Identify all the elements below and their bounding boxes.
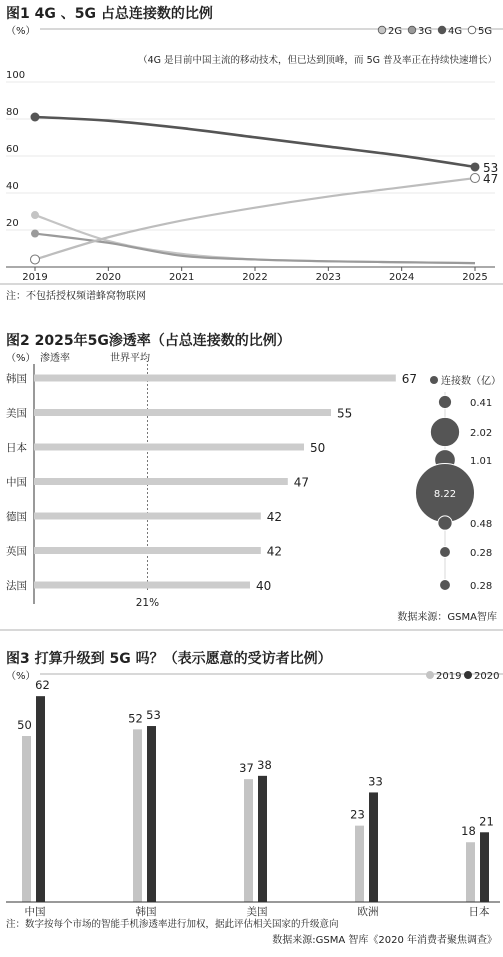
bar-category-label: 德国 — [6, 511, 27, 523]
series-line-4g — [35, 117, 475, 167]
connection-bubble — [440, 547, 451, 558]
bar-2019 — [355, 826, 364, 902]
legend-label-4g: 4G — [448, 26, 463, 37]
legend-label-2g: 2G — [388, 26, 403, 37]
category-label: 欧洲 — [357, 906, 379, 918]
end-label-5g: 47 — [483, 172, 499, 187]
bar-value-label: 55 — [337, 406, 353, 421]
bar-value-label: 52 — [128, 711, 143, 726]
end-label-4g: 53 — [483, 160, 499, 175]
bar — [34, 478, 288, 485]
bar-value-label: 62 — [35, 678, 50, 693]
chart1-title: 图1 4G 、5G 占总连接数的比例 — [6, 6, 213, 22]
bar — [34, 582, 250, 589]
connection-value-label: 0.28 — [470, 548, 493, 559]
bar-2019 — [466, 842, 475, 902]
legend-label-2020: 2020 — [474, 671, 500, 682]
bar-value-label: 38 — [257, 757, 272, 772]
connection-value-label: 2.02 — [470, 428, 493, 439]
y-tick-label: 20 — [6, 218, 19, 229]
bar-2019 — [244, 779, 253, 902]
legend-label-5g: 5G — [478, 26, 493, 37]
connection-bubble — [438, 516, 452, 530]
bar-category-label: 美国 — [6, 407, 27, 420]
connection-bubble — [430, 417, 459, 446]
bar-value-label: 67 — [401, 372, 418, 386]
bar-2020 — [480, 832, 489, 902]
connection-value-label: 0.41 — [470, 398, 493, 409]
legend-marker-5g — [468, 26, 476, 34]
chart1-x-tick-labels — [22, 267, 487, 283]
y-tick-label: 80 — [6, 107, 19, 118]
chart2-legend-average: 世界平均 — [110, 353, 150, 364]
bar-value-label: 42 — [266, 544, 283, 559]
bar-category-label: 英国 — [6, 545, 27, 558]
point-3g-start — [31, 230, 39, 238]
connection-bubble — [438, 395, 451, 408]
connection-value-label: 0.48 — [470, 519, 493, 530]
point-2g-start — [31, 211, 39, 219]
chart3-legend — [426, 671, 499, 682]
point-4g-start — [31, 113, 40, 122]
bar — [34, 513, 261, 520]
bar — [34, 444, 304, 451]
x-tick-label: 2025 — [462, 272, 488, 283]
connection-value-label: 1.01 — [470, 456, 493, 467]
bar-category-label: 中国 — [6, 476, 27, 489]
bar-value-label: 50 — [310, 441, 326, 455]
chart1-legend — [378, 26, 492, 37]
bar-value-label: 23 — [350, 807, 365, 822]
bar-value-label: 37 — [239, 761, 254, 776]
x-tick-label: 2022 — [242, 272, 268, 283]
chart1-series — [31, 113, 480, 264]
legend-label-3g: 3G — [418, 26, 433, 37]
chart3-note: 注：数字按每个市场的智能手机渗透率进行加权，据此评估相关国家的升级意向 — [6, 919, 339, 930]
chart3-unit: （%） — [6, 671, 36, 682]
chart1-note: 注：不包括授权频谱蜂窝物联网 — [6, 291, 146, 302]
chart2-connection-circles — [415, 395, 492, 592]
chart2-legend-penetration: 渗透率 — [40, 353, 70, 364]
chart1 — [0, 5, 503, 302]
legend-marker-4g — [438, 26, 446, 34]
legend-marker-2020 — [464, 671, 472, 679]
chart2-bars — [6, 372, 417, 593]
bar-value-label: 47 — [293, 475, 310, 490]
bar-value-label: 42 — [266, 510, 283, 524]
bar-2019 — [22, 736, 31, 902]
connection-value-label: 8.22 — [433, 489, 457, 500]
bar — [34, 409, 331, 416]
connection-value-label: 0.28 — [470, 581, 493, 592]
point-5g-end — [471, 174, 480, 183]
legend-marker-2g — [378, 26, 386, 34]
x-tick-label: 2024 — [388, 272, 415, 283]
chart1-y-tick-labels — [6, 70, 25, 229]
bar-value-label: 40 — [256, 579, 272, 593]
x-tick-label: 2020 — [95, 272, 122, 283]
chart3-title: 图3 打算升级到 5G 吗？（表示愿意的受访者比例） — [6, 651, 332, 667]
bar-value-label: 18 — [461, 824, 476, 839]
category-label: 美国 — [246, 906, 268, 918]
legend-marker-2019 — [426, 671, 434, 679]
legend-marker-3g — [408, 26, 416, 34]
bar-2019 — [133, 729, 142, 902]
connections-legend-marker — [430, 376, 438, 384]
bar-value-label: 21 — [479, 814, 494, 829]
bar-2020 — [369, 792, 378, 902]
connections-legend-label: 连接数（亿） — [441, 376, 501, 387]
chart3-bars — [17, 678, 494, 902]
bar-value-label: 33 — [368, 774, 383, 789]
chart1-end-labels — [483, 161, 498, 186]
bar-2020 — [36, 696, 45, 902]
category-label: 日本 — [468, 906, 490, 918]
chart1-unit: （%） — [6, 26, 36, 37]
bar-value-label: 53 — [146, 708, 161, 723]
chart2-title: 图2 2025年5G渗透率（占总连接数的比例） — [6, 333, 291, 349]
x-tick-label: 2023 — [315, 272, 342, 283]
legend-label-2019: 2019 — [436, 671, 462, 682]
chart2 — [0, 332, 503, 630]
chart2-average-line — [136, 364, 159, 609]
chart3-source: 数据来源:GSMA 智库《2020 年消费者聚焦调查》 — [272, 935, 497, 946]
bar-category-label: 法国 — [6, 580, 27, 592]
chart3 — [6, 650, 503, 946]
bar-2020 — [147, 726, 156, 902]
bar-category-label: 韩国 — [6, 373, 27, 385]
bar-2020 — [258, 776, 267, 902]
point-4g-end — [471, 162, 480, 171]
chart2-source: 数据来源：GSMA智库 — [397, 612, 497, 623]
chart2-unit: （%） — [6, 353, 36, 364]
chart3-category-labels — [25, 905, 490, 918]
category-label: 中国 — [24, 906, 46, 918]
point-5g-start — [31, 255, 40, 264]
y-tick-label: 100 — [6, 70, 26, 81]
series-line-5g — [35, 178, 475, 259]
y-tick-label: 60 — [6, 144, 19, 155]
average-label: 21% — [135, 597, 160, 609]
bar-category-label: 日本 — [6, 442, 27, 454]
y-tick-label: 40 — [6, 181, 19, 192]
bar-value-label: 50 — [17, 718, 32, 732]
category-label: 韩国 — [135, 906, 157, 918]
x-tick-label: 2021 — [168, 272, 195, 283]
bar — [34, 375, 396, 382]
chart1-annotation: （4G 是目前中国主流的移动技术，但已达到顶峰，而 5G 普及率正在持续快速增长） — [138, 55, 497, 66]
x-tick-label: 2019 — [22, 272, 48, 283]
bar — [34, 547, 261, 554]
connection-bubble — [440, 580, 451, 591]
